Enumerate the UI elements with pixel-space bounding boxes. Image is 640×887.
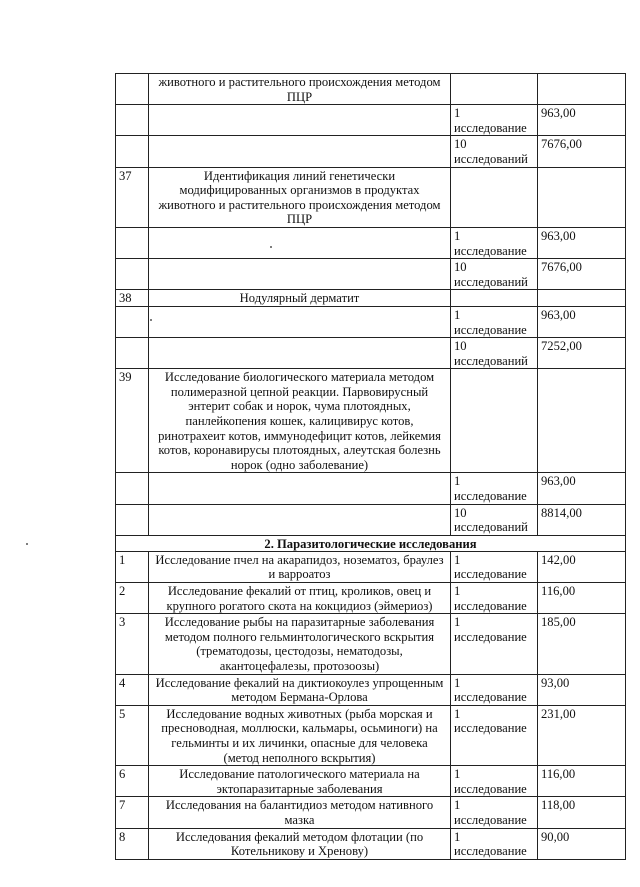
unit-cell: 1 исследование — [451, 766, 538, 797]
row-number: 38 — [116, 290, 149, 307]
price-cell — [538, 369, 626, 473]
scan-speck — [26, 543, 28, 545]
row-number — [116, 105, 149, 136]
table-row — [116, 766, 626, 797]
unit-cell — [451, 290, 538, 307]
price-cell: 963,00 — [538, 227, 626, 258]
service-name — [149, 338, 451, 369]
price-cell — [538, 290, 626, 307]
unit-cell: 1 исследование — [451, 105, 538, 136]
unit-cell: 1 исследование — [451, 583, 538, 614]
row-number: 7 — [116, 797, 149, 828]
scan-speck — [270, 246, 272, 248]
service-name: Исследование рыбы на паразитарные заболевания методом полного гельминтологического вскрытия (трематодозы, цестодозы, нематодозы, акантоцефалезы, протозоозы) — [149, 614, 451, 674]
service-name — [149, 306, 451, 337]
table-row — [116, 674, 626, 705]
price-cell: 93,00 — [538, 674, 626, 705]
price-cell: 116,00 — [538, 766, 626, 797]
row-number — [116, 136, 149, 167]
unit-cell: 10 исследований — [451, 338, 538, 369]
unit-cell: 10 исследований — [451, 504, 538, 535]
unit-cell — [451, 74, 538, 105]
price-table — [115, 73, 626, 860]
table-row — [116, 797, 626, 828]
row-number: 4 — [116, 674, 149, 705]
price-cell: 116,00 — [538, 583, 626, 614]
table-row — [116, 74, 626, 105]
price-cell: 142,00 — [538, 551, 626, 582]
table-row — [116, 338, 626, 369]
row-number — [116, 227, 149, 258]
unit-cell: 1 исследование — [451, 797, 538, 828]
table-row — [116, 828, 626, 859]
service-name: Исследование водных животных (рыба морская и пресноводная, моллюски, кальмары, осьминоги) на гельминты и их личинки, опасные для человека (метод неполного вскрытия) — [149, 705, 451, 765]
unit-cell: 1 исследование — [451, 473, 538, 504]
unit-cell — [451, 167, 538, 227]
price-cell: 963,00 — [538, 473, 626, 504]
table-row — [116, 473, 626, 504]
table-row — [116, 705, 626, 765]
unit-cell: 1 исследование — [451, 828, 538, 859]
price-cell: 185,00 — [538, 614, 626, 674]
service-name: Исследования на балантидиоз методом нативного мазка — [149, 797, 451, 828]
price-cell: 231,00 — [538, 705, 626, 765]
service-name: животного и растительного происхождения методом ПЦР — [149, 74, 451, 105]
row-number: 5 — [116, 705, 149, 765]
price-cell — [538, 74, 626, 105]
unit-cell: 1 исследование — [451, 674, 538, 705]
service-name: Исследование патологического материала на эктопаразитарные заболевания — [149, 766, 451, 797]
section-title: 2. Паразитологические исследования — [116, 535, 626, 551]
service-name — [149, 473, 451, 504]
service-name: Исследование фекалий на диктиокоулез упрощенным методом Бермана-Орлова — [149, 674, 451, 705]
table-row — [116, 551, 626, 582]
table-row — [116, 504, 626, 535]
row-number — [116, 504, 149, 535]
table-row — [116, 227, 626, 258]
row-number: 2 — [116, 583, 149, 614]
service-name: Исследование пчел на акарапидоз, нозематоз, браулез и варроатоз — [149, 551, 451, 582]
row-number: 6 — [116, 766, 149, 797]
table-row — [116, 105, 626, 136]
service-name: Идентификация линий генетически модифицированных организмов в продуктах животного и растительного происхождения методом ПЦР — [149, 167, 451, 227]
unit-cell: 1 исследование — [451, 614, 538, 674]
row-number — [116, 473, 149, 504]
unit-cell: 1 исследование — [451, 551, 538, 582]
row-number — [116, 259, 149, 290]
table-row — [116, 259, 626, 290]
price-cell: 118,00 — [538, 797, 626, 828]
price-cell: 7252,00 — [538, 338, 626, 369]
unit-cell: 1 исследование — [451, 227, 538, 258]
scan-speck — [150, 319, 152, 321]
table-row — [116, 614, 626, 674]
price-cell: 963,00 — [538, 306, 626, 337]
row-number: 37 — [116, 167, 149, 227]
table-row — [116, 583, 626, 614]
row-number — [116, 338, 149, 369]
service-name: Нодулярный дерматит — [149, 290, 451, 307]
row-number: 8 — [116, 828, 149, 859]
service-name — [149, 136, 451, 167]
service-name: Исследование фекалий от птиц, кроликов, овец и крупного рогатого скота на кокцидиоз (эймериоз) — [149, 583, 451, 614]
unit-cell: 1 исследование — [451, 705, 538, 765]
service-name: Исследования фекалий методом флотации (по Котельникову и Хренову) — [149, 828, 451, 859]
table-row — [116, 369, 626, 473]
service-name — [149, 105, 451, 136]
table-row — [116, 306, 626, 337]
price-cell: 963,00 — [538, 105, 626, 136]
price-cell: 7676,00 — [538, 136, 626, 167]
service-name — [149, 259, 451, 290]
section-row — [116, 535, 626, 551]
service-name — [149, 227, 451, 258]
unit-cell: 10 исследований — [451, 259, 538, 290]
price-cell — [538, 167, 626, 227]
table-row — [116, 136, 626, 167]
row-number: 3 — [116, 614, 149, 674]
table-row — [116, 167, 626, 227]
unit-cell — [451, 369, 538, 473]
price-cell: 7676,00 — [538, 259, 626, 290]
unit-cell: 1 исследование — [451, 306, 538, 337]
table-row — [116, 290, 626, 307]
service-name — [149, 504, 451, 535]
row-number — [116, 74, 149, 105]
unit-cell: 10 исследований — [451, 136, 538, 167]
service-name: Исследование биологического материала методом полимеразной цепной реакции. Парвовирусный энтерит собак и норок, чума плотоядных, панлейкопения кошек, калицивирус котов, ринотрахеит котов, иммунодефицит котов, лейкемия котов, коронавирусы плотоядных, алеутская болезнь норок (одно заболевание) — [149, 369, 451, 473]
price-cell: 90,00 — [538, 828, 626, 859]
price-cell: 8814,00 — [538, 504, 626, 535]
row-number: 39 — [116, 369, 149, 473]
row-number: 1 — [116, 551, 149, 582]
row-number — [116, 306, 149, 337]
